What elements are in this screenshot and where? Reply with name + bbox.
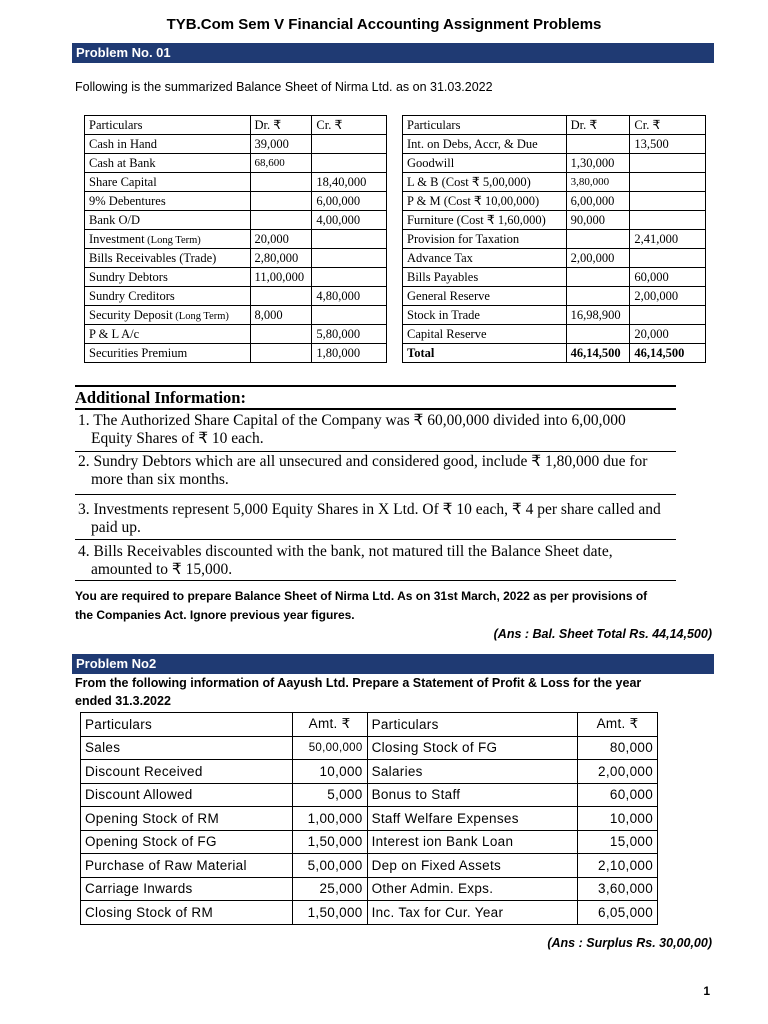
table-cell — [250, 344, 312, 363]
table-cell: 1,50,000 — [292, 830, 367, 854]
additional-info-item — [78, 501, 678, 537]
table-row — [403, 287, 706, 306]
table-row — [81, 783, 658, 807]
table-row — [85, 249, 387, 268]
table-cell: 2,10,000 — [578, 854, 658, 878]
table-cell: 1,00,000 — [292, 807, 367, 831]
table-row — [81, 877, 658, 901]
table-cell: 8,000 — [250, 306, 312, 325]
table-cell: Dep on Fixed Assets — [367, 854, 578, 878]
table-cell: Discount Allowed — [81, 783, 293, 807]
table-cell: 39,000 — [250, 135, 312, 154]
table-row — [85, 325, 387, 344]
table-row — [81, 901, 658, 925]
table-cell: 15,000 — [578, 830, 658, 854]
info-line: amounted to ₹ 15,000. — [91, 561, 233, 578]
table-cell: 5,80,000 — [312, 325, 387, 344]
problem-2-answer: (Ans : Surplus Rs. 30,00,00) — [547, 936, 712, 950]
table-cell — [630, 192, 706, 211]
table-cell: Sales — [81, 736, 293, 760]
table-cell: Discount Received — [81, 760, 293, 784]
table-cell: Closing Stock of FG — [367, 736, 578, 760]
table-cell: Share Capital — [85, 173, 251, 192]
table-header-row — [81, 713, 658, 737]
instruction-line: You are required to prepare Balance Sheet of Nirma Ltd. As on 31st March, 2022 as per provisions of — [75, 589, 648, 603]
table-cell: Purchase of Raw Material — [81, 854, 293, 878]
column-header: Dr. ₹ — [250, 116, 312, 135]
table-cell — [566, 287, 630, 306]
table-cell: Stock in Trade — [403, 306, 567, 325]
table-row — [85, 287, 387, 306]
table-cell: 2,00,000 — [630, 287, 706, 306]
problem-2-heading: Problem No2 — [72, 654, 714, 674]
table-cell: Provision for Taxation — [403, 230, 567, 249]
table-row — [85, 344, 387, 363]
table-cell: 5,00,000 — [292, 854, 367, 878]
table-cell: Other Admin. Exps. — [367, 877, 578, 901]
table-cell: 10,000 — [578, 807, 658, 831]
table-cell: 13,500 — [630, 135, 706, 154]
table-row — [85, 192, 387, 211]
table-cell: Sundry Creditors — [85, 287, 251, 306]
table-cell: 6,05,000 — [578, 901, 658, 925]
table-cell: Goodwill — [403, 154, 567, 173]
table-row — [85, 173, 387, 192]
table-cell: Investment (Long Term) — [85, 230, 251, 249]
table-cell: Staff Welfare Expenses — [367, 807, 578, 831]
additional-info-title: Additional Information: — [75, 388, 246, 407]
table-cell: P & M (Cost ₹ 10,00,000) — [403, 192, 567, 211]
table-cell: 20,000 — [250, 230, 312, 249]
balance-sheet-right-table — [402, 115, 706, 363]
table-cell: 1,50,000 — [292, 901, 367, 925]
table-cell — [566, 268, 630, 287]
instruction-line: the Companies Act. Ignore previous year figures. — [75, 608, 355, 622]
table-cell: 4,00,000 — [312, 211, 387, 230]
table-cell: 2,00,000 — [566, 249, 630, 268]
table-cell: 46,14,500 — [566, 344, 630, 363]
table-cell: Securities Premium — [85, 344, 251, 363]
table-cell: 2,80,000 — [250, 249, 312, 268]
table-cell: Opening Stock of FG — [81, 830, 293, 854]
problem-1-answer: (Ans : Bal. Sheet Total Rs. 44,14,500) — [493, 627, 712, 641]
table-row — [403, 211, 706, 230]
table-cell — [312, 154, 387, 173]
page-number: 1 — [703, 984, 710, 998]
table-cell: Carriage Inwards — [81, 877, 293, 901]
table-cell — [250, 211, 312, 230]
problem-2-intro — [75, 674, 641, 710]
table-cell: Cash at Bank — [85, 154, 251, 173]
table-cell: 6,00,000 — [312, 192, 387, 211]
table-cell — [250, 287, 312, 306]
table-cell: Sundry Debtors — [85, 268, 251, 287]
table-cell: Bills Payables — [403, 268, 567, 287]
table-row — [85, 230, 387, 249]
table-cell: Total — [403, 344, 567, 363]
table-cell: 6,00,000 — [566, 192, 630, 211]
intro-line: ended 31.3.2022 — [75, 694, 171, 708]
table-cell: 11,00,000 — [250, 268, 312, 287]
column-header: Particulars — [367, 713, 578, 737]
table-cell: Furniture (Cost ₹ 1,60,000) — [403, 211, 567, 230]
table-cell: 20,000 — [630, 325, 706, 344]
table-cell: Salaries — [367, 760, 578, 784]
column-header: Particulars — [85, 116, 251, 135]
column-header: Particulars — [403, 116, 567, 135]
table-cell: 2,00,000 — [578, 760, 658, 784]
additional-info-item — [78, 543, 678, 579]
column-header: Amt. ₹ — [292, 713, 367, 737]
table-header-row — [403, 116, 706, 135]
additional-info-item — [78, 453, 678, 489]
table-cell: 16,98,900 — [566, 306, 630, 325]
table-row — [85, 268, 387, 287]
table-row — [81, 854, 658, 878]
table-cell: 68,600 — [250, 154, 312, 173]
table-cell — [630, 249, 706, 268]
table-row — [403, 192, 706, 211]
table-cell: Bonus to Staff — [367, 783, 578, 807]
table-row — [403, 173, 706, 192]
column-header: Cr. ₹ — [312, 116, 387, 135]
table-cell: 25,000 — [292, 877, 367, 901]
total-row — [403, 344, 706, 363]
table-cell: Interest ion Bank Loan — [367, 830, 578, 854]
table-cell: L & B (Cost ₹ 5,00,000) — [403, 173, 567, 192]
problem-1-instruction — [75, 587, 647, 625]
table-cell — [250, 325, 312, 344]
column-header: Particulars — [81, 713, 293, 737]
table-cell: 18,40,000 — [312, 173, 387, 192]
info-line: Equity Shares of ₹ 10 each. — [91, 430, 264, 447]
info-line: more than six months. — [91, 471, 229, 488]
divider — [75, 580, 676, 581]
table-cell: 80,000 — [578, 736, 658, 760]
table-cell: Closing Stock of RM — [81, 901, 293, 925]
table-row — [85, 154, 387, 173]
column-header: Dr. ₹ — [566, 116, 630, 135]
table-cell: 5,000 — [292, 783, 367, 807]
page-title: TYB.Com Sem V Financial Accounting Assignment Problems — [166, 16, 602, 33]
table-cell: 90,000 — [566, 211, 630, 230]
intro-line: From the following information of Aayush Ltd. Prepare a Statement of Profit & Loss for the year — [75, 676, 642, 690]
table-cell: Advance Tax — [403, 249, 567, 268]
table-row — [403, 154, 706, 173]
divider — [75, 451, 676, 452]
divider — [75, 539, 676, 540]
table-cell — [630, 154, 706, 173]
table-cell: Opening Stock of RM — [81, 807, 293, 831]
info-line: 2. Sundry Debtors which are all unsecured and considered good, include ₹ 1,80,000 due for — [78, 453, 648, 470]
table-cell: 9% Debentures — [85, 192, 251, 211]
table-cell: Bills Receivables (Trade) — [85, 249, 251, 268]
table-cell: Bank O/D — [85, 211, 251, 230]
table-cell — [630, 211, 706, 230]
table-cell — [312, 306, 387, 325]
table-cell: 4,80,000 — [312, 287, 387, 306]
table-cell: 3,80,000 — [566, 173, 630, 192]
table-row — [85, 135, 387, 154]
table-cell: 60,000 — [578, 783, 658, 807]
divider — [75, 408, 676, 410]
info-line: 1. The Authorized Share Capital of the Company was ₹ 60,00,000 divided into 6,00,000 — [78, 412, 626, 429]
balance-sheet-left-table — [84, 115, 387, 363]
table-cell — [250, 192, 312, 211]
divider — [75, 385, 676, 387]
table-header-row — [85, 116, 387, 135]
table-cell — [312, 249, 387, 268]
table-cell: Inc. Tax for Cur. Year — [367, 901, 578, 925]
table-row — [81, 807, 658, 831]
table-cell: Capital Reserve — [403, 325, 567, 344]
table-row — [81, 736, 658, 760]
table-cell: General Reserve — [403, 287, 567, 306]
table-cell — [566, 230, 630, 249]
table-cell — [630, 306, 706, 325]
info-line: paid up. — [91, 519, 141, 536]
table-cell: Cash in Hand — [85, 135, 251, 154]
additional-info-item — [78, 412, 678, 448]
table-cell: 50,00,000 — [292, 736, 367, 760]
table-cell: 2,41,000 — [630, 230, 706, 249]
table-cell: Int. on Debs, Accr, & Due — [403, 135, 567, 154]
table-row — [403, 230, 706, 249]
table-cell — [250, 173, 312, 192]
table-cell — [566, 135, 630, 154]
table-row — [85, 306, 387, 325]
column-header: Cr. ₹ — [630, 116, 706, 135]
table-row — [403, 135, 706, 154]
table-cell: 1,30,000 — [566, 154, 630, 173]
table-cell — [630, 173, 706, 192]
table-cell — [312, 268, 387, 287]
table-cell: 10,000 — [292, 760, 367, 784]
table-row — [403, 268, 706, 287]
table-cell — [312, 230, 387, 249]
problem-1-intro: Following is the summarized Balance Sheet of Nirma Ltd. as on 31.03.2022 — [75, 80, 493, 94]
table-row — [81, 760, 658, 784]
divider — [75, 494, 676, 495]
table-cell: 3,60,000 — [578, 877, 658, 901]
table-cell: 1,80,000 — [312, 344, 387, 363]
profit-loss-data-table — [80, 712, 658, 925]
column-header: Amt. ₹ — [578, 713, 658, 737]
table-cell — [312, 135, 387, 154]
table-row — [403, 325, 706, 344]
table-row — [403, 306, 706, 325]
table-cell: Security Deposit (Long Term) — [85, 306, 251, 325]
table-cell: 46,14,500 — [630, 344, 706, 363]
table-row — [85, 211, 387, 230]
table-row — [403, 249, 706, 268]
info-line: 3. Investments represent 5,000 Equity Shares in X Ltd. Of ₹ 10 each, ₹ 4 per share called and — [78, 501, 661, 518]
table-cell: 60,000 — [630, 268, 706, 287]
table-row — [81, 830, 658, 854]
info-line: 4. Bills Receivables discounted with the bank, not matured till the Balance Sheet date, — [78, 543, 613, 560]
problem-1-heading: Problem No. 01 — [72, 43, 714, 63]
table-cell: P & L A/c — [85, 325, 251, 344]
table-cell — [566, 325, 630, 344]
